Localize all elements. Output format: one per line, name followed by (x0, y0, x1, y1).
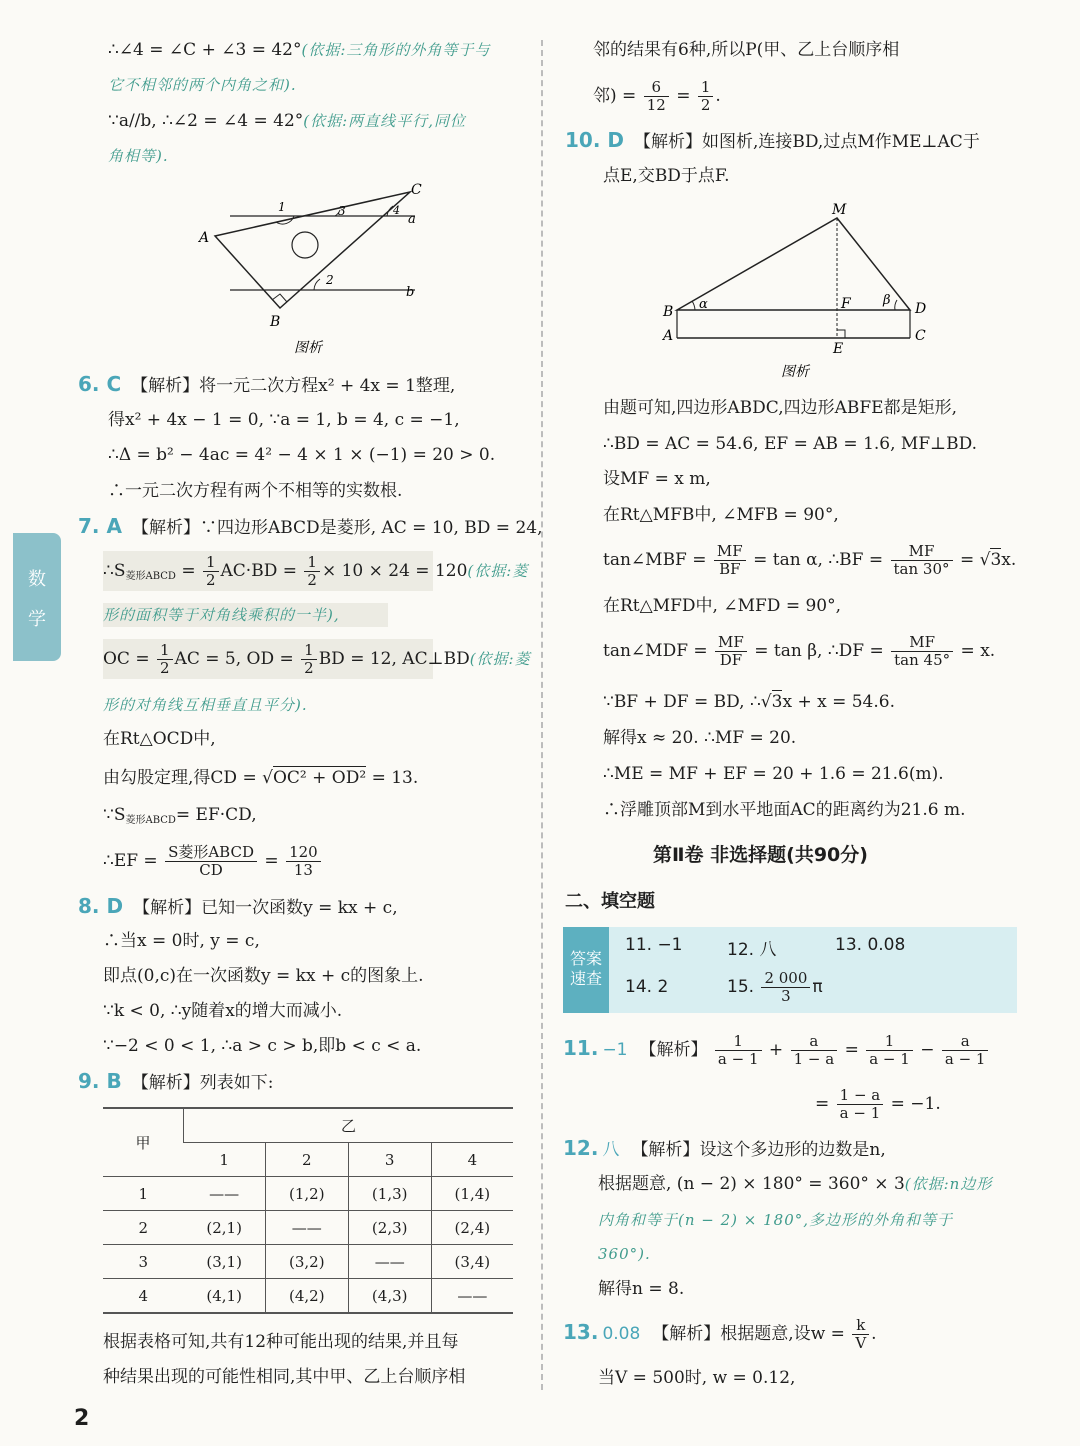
q9-row-head-1: 1 (103, 1177, 184, 1211)
quick-answer-box (563, 927, 1017, 1013)
q8-line-1 (78, 894, 398, 920)
q6-text-1: 将一元二次方程x² + 4x = 1整理, (199, 376, 456, 396)
q7-ef-frac-2-den: 13 (293, 861, 313, 879)
q9-frac-2-num: 1 (698, 79, 714, 97)
q7-note-3: (依据:菱 (469, 650, 531, 668)
q11-line-2 (815, 1080, 941, 1128)
q12-number: 12. (563, 1136, 599, 1160)
q5-angle-3: 3 (338, 204, 346, 218)
q10-line-10: ∵BF + DF = BD, ∴√3x + x = 54.6. (603, 692, 895, 712)
q7-oc-rest: AC = 5, OD = (174, 649, 294, 669)
q13-line-2: 当V = 500时, w = 0.12, (598, 1368, 796, 1388)
q5-label-A: A (199, 230, 210, 246)
q10-frac-mf-df-num: MF (715, 634, 747, 652)
q9-row-header: 甲 (103, 1108, 184, 1177)
q7-number: 7. A (78, 514, 122, 538)
q7-gougu-sqrt: OC² + OD² (272, 768, 367, 788)
q6-tag: 【解析】 (131, 376, 200, 396)
q9-row-head-2: 2 (103, 1211, 184, 1245)
q9-frac-1 (644, 79, 669, 114)
q5-angle-4: 4 (393, 204, 400, 217)
quick-answer-15 (727, 967, 823, 1007)
q9-right-line-2: 邻) = $\frac{6}{12}$ = $\frac{1}{2}$ . (593, 78, 721, 114)
q8-number: 8. D (78, 894, 124, 918)
quick-answer-11: 11. −1 (625, 935, 683, 955)
q5-figure (190, 178, 430, 358)
q10-label-E: E (833, 341, 844, 357)
q9-right-line-1: 邻的结果有6种,所以P(甲、乙上台顺序相 (593, 40, 900, 60)
q10-frac-tan30-den: tan 30° (893, 560, 950, 578)
q10-tag: 【解析】 (634, 132, 702, 152)
q12-line-1 (563, 1136, 886, 1162)
q5-angle-2: 2 (326, 273, 334, 287)
q13-answer: 0.08 (602, 1324, 641, 1344)
q13-frac-num: k (852, 1317, 869, 1335)
q13-dot: . (871, 1324, 877, 1344)
q9-cell: (2,3) (348, 1211, 431, 1245)
q9-cell: (3,2) (265, 1245, 348, 1279)
q7-line-rt: 在Rt△OCD中, (103, 729, 216, 749)
q12-tag: 【解析】 (631, 1140, 700, 1160)
q9-frac-2 (698, 79, 714, 114)
q7-line-4 (103, 639, 531, 679)
page-number: 2 (74, 1406, 90, 1431)
q11-frac-4 (942, 1033, 989, 1068)
q7-ef-frac-2 (286, 844, 321, 879)
q10-frac-mf-df-den: DF (719, 651, 743, 669)
q11-frac-3 (866, 1033, 913, 1068)
q10-frac-mf-df (715, 634, 747, 669)
q5-label-B: B (270, 314, 281, 330)
q7-frac-half-2-den: 2 (307, 571, 317, 589)
q10-frac-mf-bf (714, 543, 746, 578)
q13-frac (852, 1317, 869, 1352)
q6-number: 6. C (78, 372, 122, 396)
section-fill-blank: 二、填空题 (565, 891, 655, 912)
q5-line-1 (108, 38, 490, 62)
q9-cell: —— (265, 1211, 348, 1245)
q9-line-2: 根据表格可知,共有12种可能出现的结果,并且每 (103, 1332, 459, 1352)
q9-cell: —— (184, 1177, 266, 1211)
q7-frac-half-3-den: 2 (160, 659, 170, 677)
q10-sum-end: x + x = 54.6. (782, 692, 895, 712)
q7-line-gougu: 由勾股定理,得CD = √OC² + OD² = 13. (103, 768, 419, 788)
q10-line-2: 点E,交BD于点F. (603, 166, 730, 186)
q9-cell: (1,4) (431, 1177, 513, 1211)
q5-label-C: C (411, 182, 422, 198)
q10-frac-mf-bf-num: MF (714, 543, 746, 561)
q10-label-A: A (663, 328, 674, 344)
q7-frac-half-1 (203, 554, 219, 589)
q10-figure-caption: 图析 (781, 364, 809, 380)
q9-p-text: 邻) = (593, 86, 637, 106)
q11-frac-2-num: a (791, 1033, 838, 1051)
q10-line-3: 由题可知,四边形ABDC,四边形ABFE都是矩形, (603, 398, 957, 418)
q7-frac-half-3-num: 1 (157, 642, 173, 660)
q11-frac-2-den: 1 − a (793, 1050, 835, 1068)
q10-line-7: tan∠MBF = $\frac{MF}{BF}$ = tan α, ∴BF = $\frac{MF}{\tan 30^\circ}$ = √3x. (603, 542, 1017, 578)
q12-note-1: (依据:n边形 (904, 1175, 993, 1193)
q12-answer: 八 (602, 1140, 620, 1160)
q11-frac-2 (791, 1033, 838, 1068)
q7-line-2 (103, 551, 529, 591)
q11-frac-1-num: 1 (715, 1033, 762, 1051)
q7-tag: 【解析】 (131, 518, 200, 538)
q8-line-4: ∵k < 0, ∴y随着x的增大而减小. (103, 1001, 343, 1021)
q10-line-6: 在Rt△MFB中, ∠MFB = 90°, (603, 505, 839, 525)
q11-frac-5 (837, 1087, 884, 1122)
q11-frac-1 (715, 1033, 762, 1068)
q11-frac-3-den: a − 1 (869, 1050, 910, 1068)
q5-equation-2: ∵a//b, ∴∠2 = ∠4 = 42° (108, 111, 304, 131)
q9-eq: = (676, 86, 691, 106)
q11-frac-4-den: a − 1 (944, 1050, 986, 1068)
q11-number: 11. (563, 1036, 599, 1060)
q9-cell: (4,1) (184, 1279, 266, 1314)
q10-line-5: 设MF = x m, (603, 469, 711, 489)
q7-oc: OC = (103, 649, 150, 669)
quick-answer-15-pi: π (812, 977, 823, 997)
q7-eq: = (181, 561, 196, 581)
q10-line-8: 在Rt△MFD中, ∠MFD = 90°, (603, 596, 842, 616)
q10-frac-tan45 (891, 634, 953, 669)
q9-col-header: 乙 (184, 1108, 514, 1143)
q10-label-B: B (663, 304, 674, 320)
q9-cell: (4,3) (348, 1279, 431, 1314)
q9-cell: (3,4) (431, 1245, 513, 1279)
q5-label-a: a (408, 212, 416, 227)
q11-eq-2: = (815, 1094, 830, 1114)
q7-frac-half-2 (304, 554, 320, 589)
q9-cell: (2,1) (184, 1211, 266, 1245)
q11-minus: − (920, 1040, 935, 1060)
q10-tan-mdf: tan∠MDF = (603, 641, 708, 661)
q10-line-1 (565, 128, 980, 154)
q9-tag: 【解析】 (131, 1073, 200, 1093)
q11-eq: = (844, 1040, 859, 1060)
q7-frac-half-4-den: 2 (304, 659, 314, 677)
q10-line-12: ∴ME = MF + EF = 20 + 1.6 = 21.6(m). (603, 764, 944, 784)
q6-line-3: ∴Δ = b² − 4ac = 4² − 4 × 1 × (−1) = 20 > 0. (108, 445, 496, 465)
q10-label-alpha: α (699, 297, 708, 312)
q10-label-F: F (841, 296, 851, 312)
q10-label-M: M (832, 202, 847, 218)
q13-line-1 (563, 1310, 877, 1354)
quick-label-2: 速查 (569, 969, 602, 988)
q9-cell: (1,2) (265, 1177, 348, 1211)
q9-cell: —— (348, 1245, 431, 1279)
q7-ef-frac-num: S菱形ABCD (165, 844, 257, 862)
q11-result: = −1. (890, 1094, 941, 1114)
q5-note-3: (依据:两直线平行,同位 (303, 112, 466, 130)
q10-line-4: ∴BD = AC = 54.6, EF = AB = 1.6, MF⊥BD. (603, 434, 978, 454)
q8-line-2: ∴当x = 0时, y = c, (103, 931, 260, 951)
q11-plus: + (768, 1040, 784, 1060)
q7-frac-half-4-num: 1 (301, 642, 317, 660)
q10-figure (655, 198, 955, 388)
q8-line-5: ∵−2 < 0 < 1, ∴a > c > b,即b < c < a. (103, 1036, 422, 1056)
q7-frac-half-1-den: 2 (205, 571, 216, 589)
q10-label-beta: β (883, 293, 891, 308)
quick-answer-label (563, 927, 609, 1013)
q11-line-1 (563, 1024, 990, 1072)
q7-gougu-end: = 13. (371, 768, 419, 788)
q12-note-2: 内角和等于(n − 2) × 180°,多边形的外角和等于 (598, 1211, 954, 1229)
q10-label-D: D (915, 301, 927, 317)
q8-text-1: 已知一次函数y = kx + c, (201, 898, 398, 918)
q9-frac-1-den: 12 (646, 96, 666, 114)
q11-frac-4-num: a (942, 1033, 989, 1051)
q11-frac-5-num: 1 − a (837, 1087, 884, 1105)
q10-tan-beta: = tan β, ∴DF = (754, 641, 884, 661)
q5-note-2: 它不相邻的两个内角之和). (108, 76, 297, 94)
q5-note-4: 角相等). (108, 147, 169, 165)
table-row (103, 1177, 513, 1211)
q7-note-2: 形的面积等于对角线乘积的一半), (103, 603, 388, 627)
q7-line-s (103, 803, 257, 833)
q9-col-1: 1 (184, 1143, 266, 1177)
q9-cell: (3,1) (184, 1245, 266, 1279)
q12-line-3: 解得n = 8. (598, 1279, 685, 1299)
q7-ef-frac-den: CD (199, 861, 223, 879)
subject-tab-char-1: 数 (28, 569, 46, 590)
q12-text-1: 设这个多边形的边数是n, (699, 1140, 886, 1160)
q9-number: 9. B (78, 1069, 122, 1093)
q9-cell: —— (431, 1279, 513, 1314)
q7-ef-frac-2-num: 120 (286, 844, 321, 862)
q10-x-2: = x. (960, 641, 996, 661)
q5-note-1: (依据:三角形的外角等于与 (301, 41, 491, 59)
q7-s2-sub: 菱形ABCD (125, 815, 176, 826)
q9-col-3: 3 (348, 1143, 431, 1177)
q13-number: 13. (563, 1320, 599, 1344)
q11-frac-1-den: a − 1 (717, 1050, 759, 1068)
q7-note-4: 形的对角线互相垂直且平分). (103, 696, 308, 714)
q7-ef-eq: = (264, 851, 279, 871)
q9-row-head-3: 3 (103, 1245, 184, 1279)
q10-text-1: 如图析,连接BD,过点M作ME⊥AC于 (702, 132, 980, 152)
quick-label-1: 答案 (569, 949, 602, 968)
q11-frac-3-num: 1 (866, 1033, 913, 1051)
q6-line-2: 得x² + 4x − 1 = 0, ∵a = 1, b = 4, c = −1, (108, 410, 460, 430)
q13-tag: 【解析】 (652, 1324, 721, 1344)
q7-frac-half-2-num: 1 (304, 554, 320, 572)
q9-col-2: 2 (265, 1143, 348, 1177)
q9-frac-2-den: 2 (700, 96, 711, 114)
q7-ac-bd: AC·BD = (220, 561, 297, 581)
q7-calc: × 10 × 24 = 120 (321, 561, 468, 581)
column-divider (541, 40, 543, 1390)
q10-number: 10. D (565, 128, 624, 152)
q7-gougu-text: 由勾股定理,得CD = (103, 768, 257, 788)
q9-frac-1-num: 6 (644, 79, 669, 97)
q7-frac-half-4 (301, 642, 317, 677)
q7-ef-frac (165, 844, 257, 879)
quick-answer-12: 12. 八 (727, 940, 777, 960)
q13-frac-den: V (855, 1334, 867, 1352)
table-row (103, 1279, 513, 1314)
q10-frac-tan45-num: MF (891, 634, 953, 652)
table-row (103, 1245, 513, 1279)
q10-frac-tan45-den: tan 45° (894, 651, 951, 669)
q10-x-1: x. (1001, 550, 1017, 570)
q10-line-13: ∴浮雕顶部M到水平地面AC的距离约为21.6 m. (603, 800, 966, 820)
q9-row-head-4: 4 (103, 1279, 184, 1314)
q11-answer: −1 (602, 1040, 628, 1060)
q10-frac-tan30-num: MF (891, 543, 953, 561)
q9-col-4: 4 (431, 1143, 513, 1177)
q10-eq-1: = (959, 550, 975, 570)
q6-line-1 (78, 372, 455, 398)
right-column (545, 0, 1080, 1446)
table-row (103, 1211, 513, 1245)
quick-answer-15-frac-den: 3 (781, 986, 791, 1005)
q7-frac-half-3 (157, 642, 173, 677)
q8-tag: 【解析】 (133, 898, 202, 918)
q10-label-C: C (915, 328, 926, 344)
q10-sum-text: ∵BF + DF = BD, ∴ (603, 692, 761, 712)
q5-figure-caption: 图析 (294, 340, 322, 356)
q7-s: ∴S (103, 561, 126, 581)
q9-cell: (2,4) (431, 1211, 513, 1245)
q9-cell: (4,2) (265, 1279, 348, 1314)
q7-frac-half-1-num: 1 (203, 554, 219, 572)
subject-tab-char-2: 学 (28, 609, 46, 630)
q10-sqrt-3: 3 (990, 550, 1002, 570)
q9-table (103, 1107, 513, 1314)
q13-text-1: 根据题意,设w = (720, 1324, 845, 1344)
q9-text-1: 列表如下: (199, 1073, 274, 1093)
q10-line-11: 解得x ≈ 20. ∴MF = 20. (603, 728, 797, 748)
q7-text-1: ∵四边形ABCD是菱形, AC = 10, BD = 24, (199, 518, 543, 538)
q7-note-1: (依据:菱 (467, 562, 529, 580)
q10-tan-mbf: tan∠MBF = (603, 550, 707, 570)
q7-s-sub: 菱形ABCD (125, 571, 176, 582)
q7-line-ef (103, 838, 323, 884)
q7-line-1 (78, 514, 542, 540)
quick-answer-15-frac-num: 2 000 (761, 970, 810, 988)
quick-answer-15-num: 15. (727, 977, 755, 997)
q11-frac-5-den: a − 1 (839, 1104, 881, 1122)
q10-frac-mf-bf-den: BF (719, 560, 741, 578)
q5-angle-1: 1 (278, 200, 286, 214)
q10-tan-alpha: = tan α, ∴BF = (753, 550, 884, 570)
q5-line-3 (108, 109, 466, 133)
q7-s2: ∵S (103, 805, 126, 825)
q11-tag: 【解析】 (639, 1040, 708, 1060)
q5-equation-1: ∴∠4 = ∠C + ∠3 = 42° (108, 40, 302, 60)
q12-line-2 (598, 1172, 992, 1196)
q6-line-4: ∴一元二次方程有两个不相等的实数根. (108, 481, 403, 501)
quick-answer-15-frac (761, 970, 810, 1005)
q5-label-b: b (406, 285, 415, 300)
q12-equation: 根据题意, (n − 2) × 180° = 360° × 3 (598, 1174, 905, 1194)
q8-line-3: 即点(0,c)在一次函数y = kx + c的图象上. (103, 966, 424, 986)
q7-s2-end: = EF·CD, (175, 805, 257, 825)
q12-note-3: 360°). (598, 1245, 651, 1263)
quick-answer-13: 13. 0.08 (835, 935, 906, 955)
q9-line-3: 种结果出现的可能性相同,其中甲、乙上台顺序相 (103, 1367, 466, 1387)
q10-line-9 (603, 627, 995, 675)
q9-line-1 (78, 1069, 273, 1095)
part2-title: 第Ⅱ卷 非选择题(共90分) (653, 844, 868, 866)
q9-cell: (1,3) (348, 1177, 431, 1211)
q7-ef: ∴EF = (103, 851, 158, 871)
quick-answer-14: 14. 2 (625, 977, 669, 997)
q7-od-rest: BD = 12, AC⊥BD (318, 649, 470, 669)
q10-sqrt-3b: 3 (771, 692, 783, 712)
q10-frac-tan30 (891, 543, 953, 578)
